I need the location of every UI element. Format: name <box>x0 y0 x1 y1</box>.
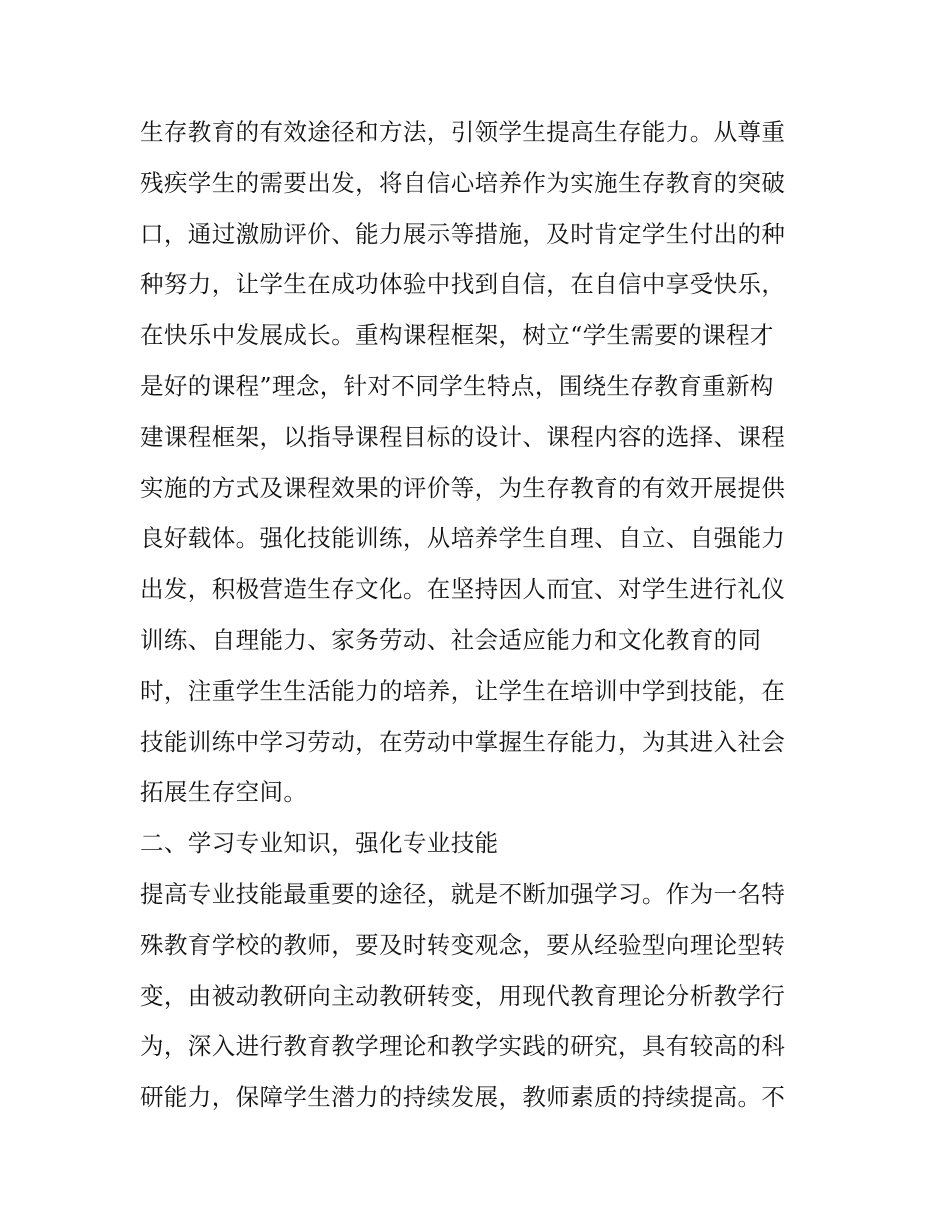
paragraph-line: 拓展生存空间。 <box>140 778 308 807</box>
paragraph-line: 研能力，保障学生潜力的持续发展，教师素质的持续提高。不 <box>140 1083 786 1112</box>
section-heading: 二、学习专业知识，强化专业技能 <box>140 829 499 858</box>
paragraph-line: 提高专业技能最重要的途径，就是不断加强学习。作为一名特 <box>140 879 786 908</box>
paragraph-line: 技能训练中学习劳动，在劳动中掌握生存能力，为其进入社会 <box>140 727 786 756</box>
paragraph-line: 出发，积极营造生存文化。在坚持因人而宜、对学生进行礼仪 <box>140 575 786 604</box>
paragraph-line: 实施的方式及课程效果的评价等，为生存教育的有效开展提供 <box>140 473 786 502</box>
paragraph-line: 种努力，让学生在成功体验中找到自信，在自信中享受快乐， <box>140 270 786 299</box>
paragraph-line: 为，深入进行教育教学理论和教学实践的研究，具有较高的科 <box>140 1032 786 1061</box>
paragraph-line: 是好的课程”理念，针对不同学生特点，围绕生存教育重新构 <box>140 371 774 400</box>
paragraph-line: 生存教育的有效途径和方法，引领学生提高生存能力。从尊重 <box>140 118 786 146</box>
paragraph-line: 建课程框架，以指导课程目标的设计、课程内容的选择、课程 <box>140 422 786 451</box>
paragraph-line: 残疾学生的需要出发，将自信心培养作为实施生存教育的突破 <box>140 168 786 197</box>
paragraph-line: 殊教育学校的教师，要及时转变观念，要从经验型向理论型转 <box>140 930 786 959</box>
paragraph-line: 口，通过激励评价、能力展示等措施，及时肯定学生付出的种 <box>140 219 786 248</box>
paragraph-line: 训练、自理能力、家务劳动、社会适应能力和文化教育的同 <box>140 625 762 654</box>
paragraph-line: 时，注重学生生活能力的培养，让学生在培训中学到技能，在 <box>140 676 786 705</box>
paragraph-line: 变，由被动教研向主动教研转变，用现代教育理论分析教学行 <box>140 981 786 1010</box>
paragraph-line: 在快乐中发展成长。重构课程框架，树立“学生需要的课程才 <box>140 321 774 350</box>
document-body <box>140 107 820 1123</box>
paragraph-line: 良好载体。强化技能训练，从培养学生自理、自立、自强能力 <box>140 524 786 553</box>
